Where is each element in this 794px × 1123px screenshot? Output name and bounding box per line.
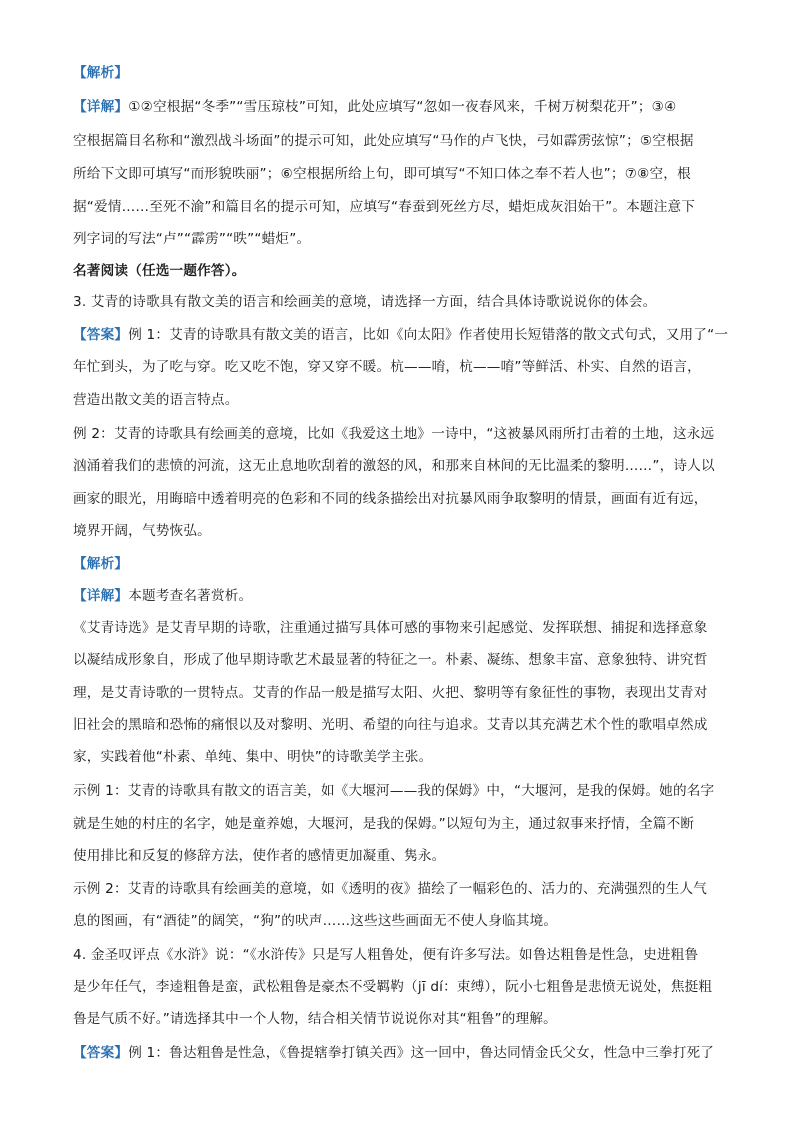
daan-tag-2: 【答案】 — [73, 1045, 129, 1061]
answer-line: 汹涌着我们的悲愤的河流，这无止息地吹刮着的激怒的风，和那来自林间的无比温柔的黎明……”，诗人以 — [73, 458, 715, 474]
xiangjie-tag-2: 【详解】 — [73, 588, 129, 604]
detail-line: 《艾青诗选》是艾青早期的诗歌，注重通过描写具体可感的事物来引起感觉、发挥联想、捕捉和选择意象 — [73, 620, 708, 636]
detail-line: 以凝结成形象自，形成了他早期诗歌艺术最显著的特征之一。朴素、凝练、想象丰富、意象独特、讲究哲 — [73, 652, 708, 668]
question-3: 3. 艾青的诗歌具有散文美的语言和绘画美的意境，请选择一方面，结合具体诗歌说说你的体会。 — [73, 294, 657, 310]
detail-line: 【详解】本题考查名著赏析。 — [73, 588, 253, 604]
question-4-line: 是少年任气，李逵粗鲁是蛮，武松粗鲁是豪杰不受羁靮（jī dí：束缚），阮小七粗鲁是悲愤无说处，焦挺粗 — [73, 979, 713, 995]
detail-paragraph-line: 列字词的写法“卢”“霹雳”“昳”“蜡炬”。 — [73, 231, 311, 247]
detail-paragraph-line: 所给下文即可填写“而形貌昳丽”；⑥空根据所给上句，即可填写“不知口体之奉不若人也”；⑦⑧空，根 — [73, 166, 691, 182]
jiexi-tag-1: 【解析】 — [73, 65, 129, 81]
daan-tag-1: 【答案】 — [73, 327, 129, 343]
example-line: 使用排比和反复的修辞方法，使作者的感情更加凝重、隽永。 — [73, 848, 446, 864]
xiangjie-tag-1: 【详解】 — [73, 99, 129, 115]
question-4: 4. 金圣叹评点《水浒》说：“《水浒传》只是写人粗鲁处，便有许多写法。如鲁达粗鲁是性急，史进粗鲁 — [73, 947, 699, 963]
answer-line: 例 2：艾青的诗歌具有绘画美的意境，比如《我爱这土地》一诗中，“这被暴风雨所打击着的土地，这永远 — [73, 426, 715, 442]
detail-line: 理，是艾青诗歌的一贯特点。艾青的作品一般是描写太阳、火把、黎明等有象征性的事物，表现出艾青对 — [73, 685, 708, 701]
jiexi-tag-2: 【解析】 — [73, 556, 129, 572]
answer-line: 境界开阔，气势恢弘。 — [73, 523, 211, 539]
detail-line: 家，实践着他“朴素、单纯、集中、明快”的诗歌美学主张。 — [73, 749, 433, 765]
example-line: 就是生她的村庄的名字，她是童养媳，大堰河，是我的保姆。”以短句为主，通过叙事来抒情，全篇不断 — [73, 816, 695, 832]
question-4-line: 鲁是气质不好。”请选择其中一个人物，结合相关情节说说你对其“粗鲁”的理解。 — [73, 1011, 557, 1027]
example-line: 示例 1：艾青的诗歌具有散文的语言美，如《大堰河——我的保姆》中，“大堰河，是我的保姆。她的名字 — [73, 783, 715, 799]
answer-line: 【答案】例 1：鲁达粗鲁是性急，《鲁提辖拳打镇关西》这一回中，鲁达同情金氏父女，性急中三拳打死了 — [73, 1045, 715, 1061]
answer-line: 营造出散文美的语言特点。 — [73, 392, 239, 408]
answer-line: 年忙到头，为了吃与穿。吃又吃不饱，穿又穿不暖。杭——唷，杭——唷”等鲜活、朴实、自然的语言， — [73, 359, 701, 375]
example-line: 息的图画，有“酒徒”的阔笑，“狗”的吠声……这些这些画面无不使人身临其境。 — [73, 913, 558, 929]
detail-paragraph-line: 空根据篇目名称和“激烈战斗场面”的提示可知，此处应填写“马作的卢飞快，弓如霹雳弦惊”；⑤空根据 — [73, 133, 694, 149]
detail-line: 旧社会的黑暗和恐怖的痛恨以及对黎明、光明、希望的向往与追求。艾青以其充满艺术个性的歌唱卓然成 — [73, 717, 708, 733]
detail-paragraph-line: 【详解】①②空根据“冬季”“雪压琼枝”可知，此处应填写“忽如一夜春风来，千树万树梨花开”；③④ — [73, 99, 677, 115]
example-line: 示例 2：艾青的诗歌具有绘画美的意境，如《透明的夜》描绘了一幅彩色的、活力的、充满强烈的生人气 — [73, 881, 708, 897]
answer-line: 画家的眼光，用晦暗中透着明亮的色彩和不同的线条描绘出对抗暴风雨争取黎明的情景，画面有近有远， — [73, 491, 708, 507]
section-title: 名著阅读（任选一题作答）。 — [73, 263, 246, 279]
detail-paragraph-line: 据“爱情……至死不渝”和篇目名的提示可知，应填写“春蚕到死丝方尽，蜡炬成灰泪始干”。本题注意下 — [73, 199, 696, 215]
answer-line: 【答案】例 1：艾青的诗歌具有散文美的语言，比如《向太阳》作者使用长短错落的散文式句式，又用了“一 — [73, 327, 729, 343]
